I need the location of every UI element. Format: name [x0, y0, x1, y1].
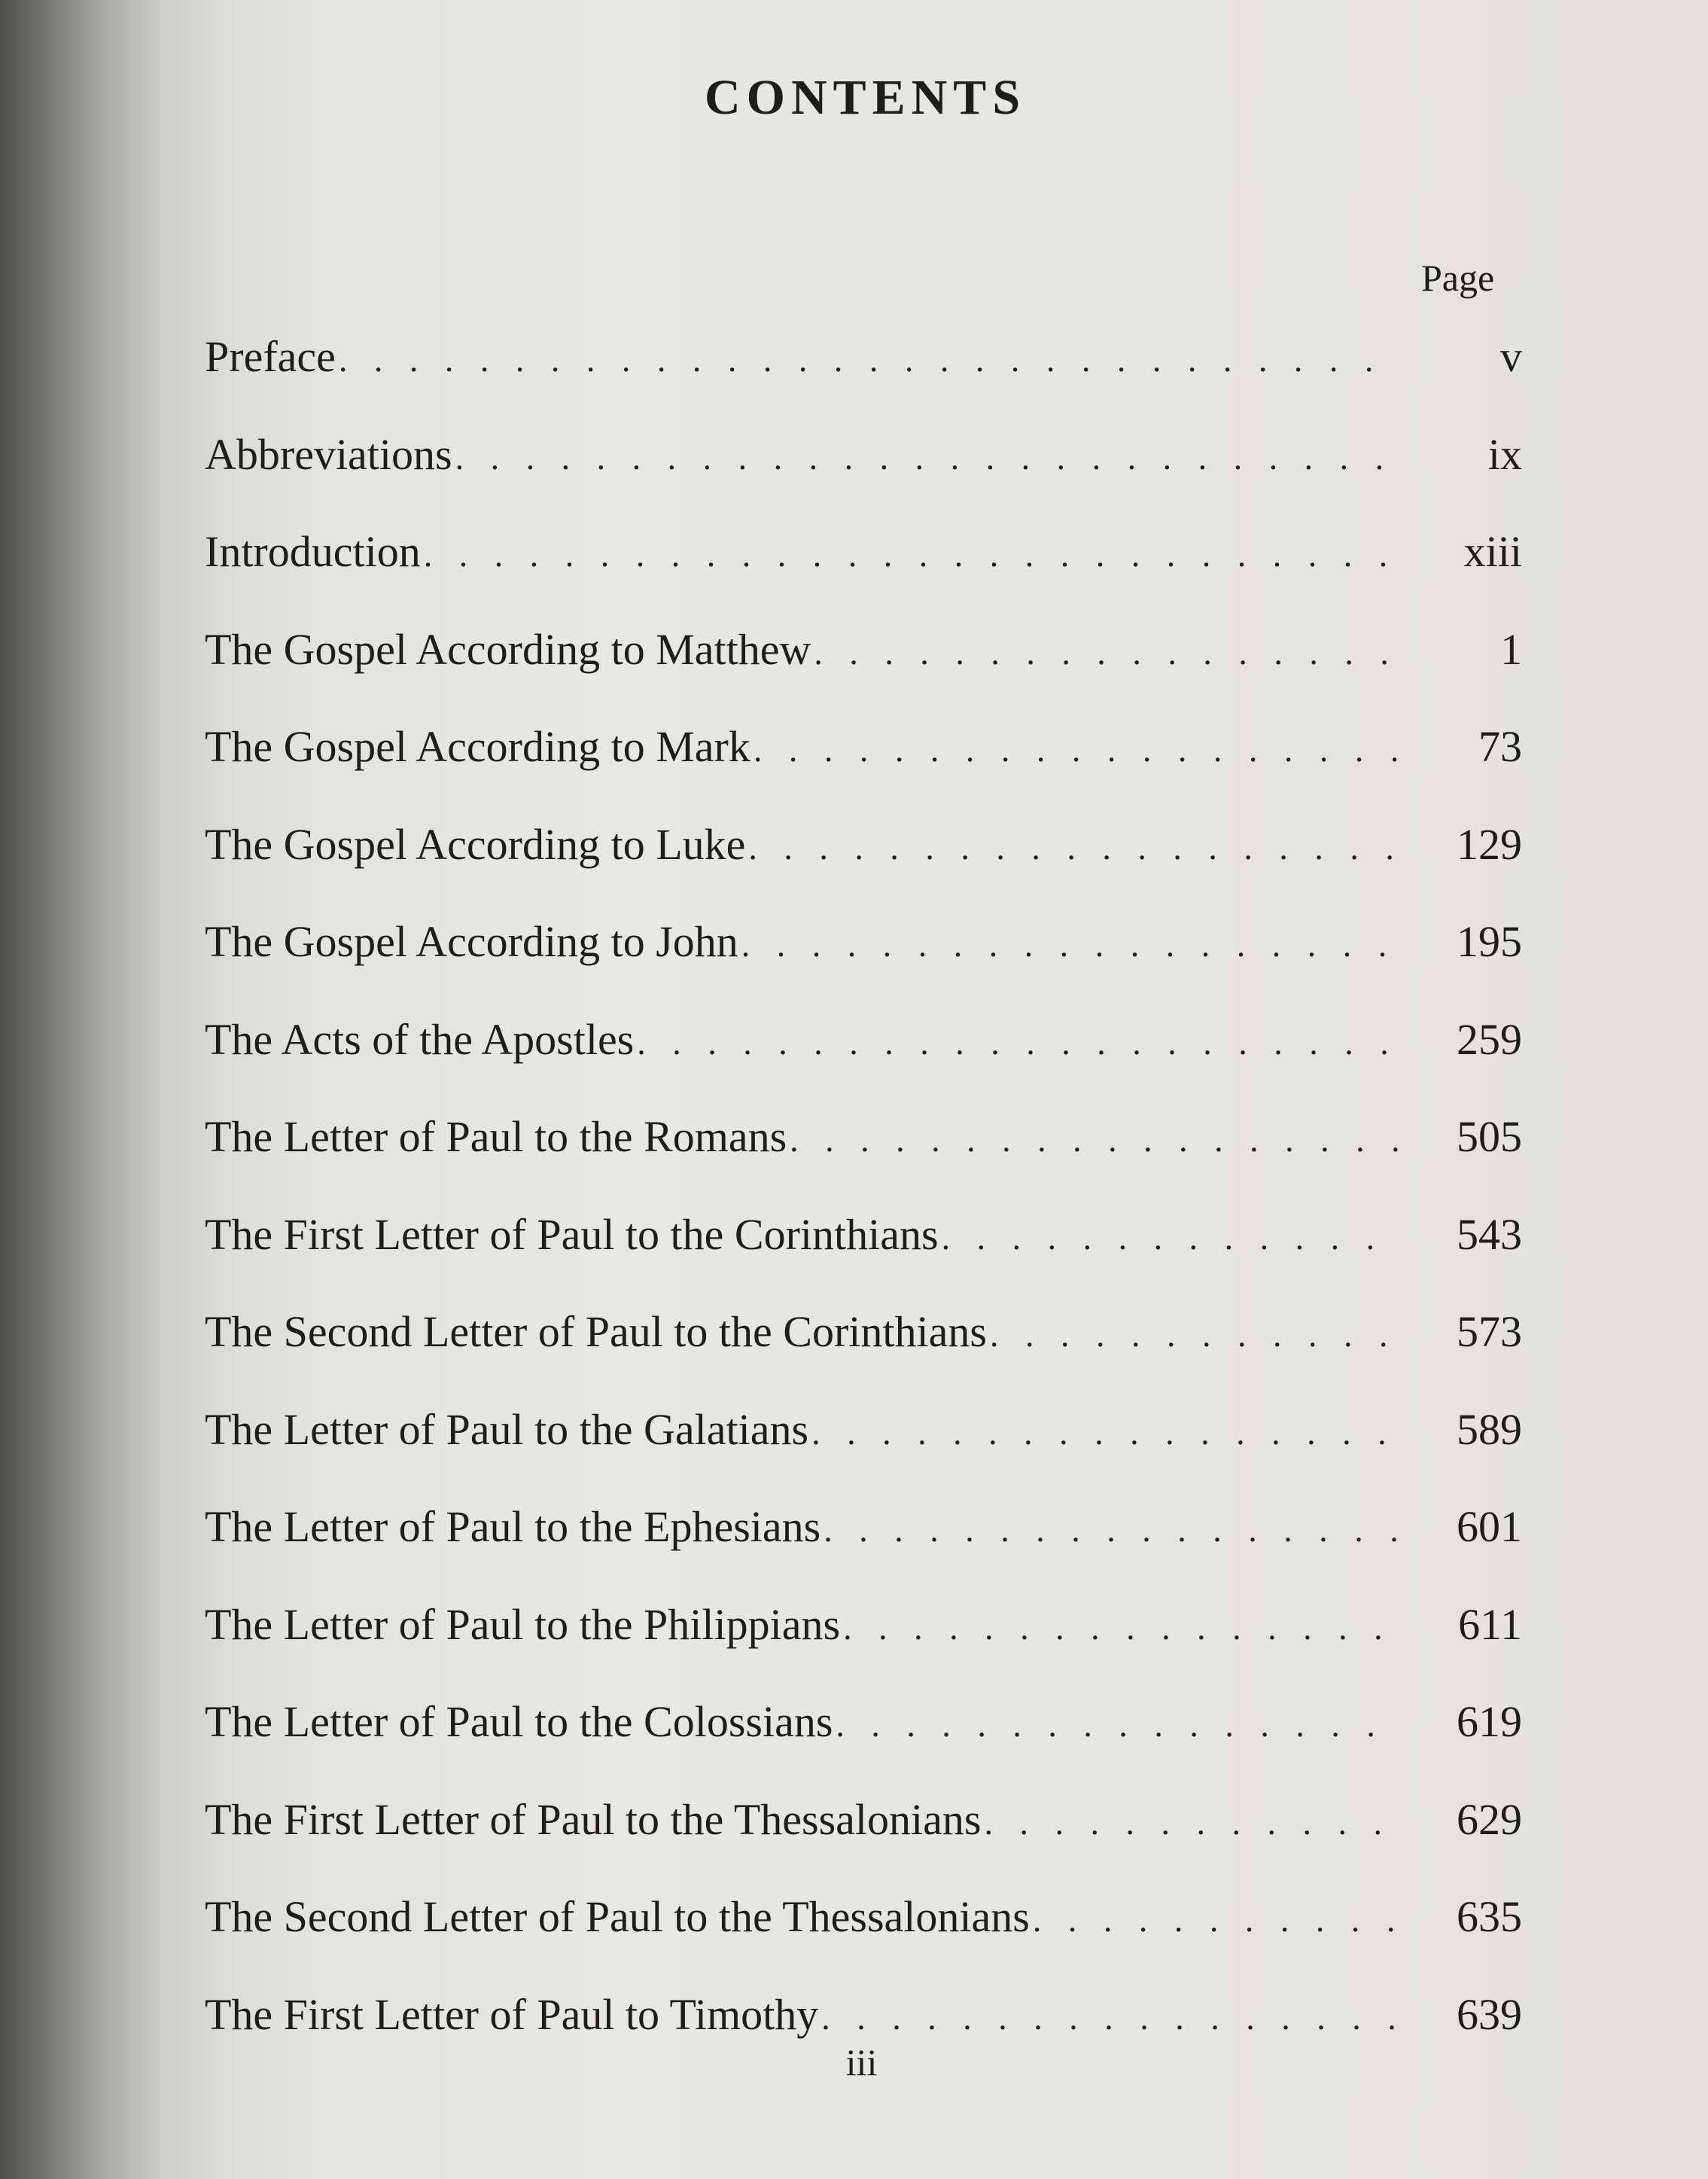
dot-leader — [990, 1315, 1399, 1355]
dot-leader — [424, 535, 1399, 574]
toc-entry-page: 589 — [1457, 1404, 1522, 1454]
toc-entry — [205, 1891, 1522, 1989]
dot-leader — [741, 925, 1399, 965]
toc-entry-title: Introduction — [205, 527, 421, 576]
toc-entry-title: The Second Letter of Paul to the Thessalonians — [205, 1892, 1030, 1941]
toc-entry-title: The First Letter of Paul to Timothy — [205, 1989, 819, 2039]
dot-leader — [811, 1413, 1399, 1452]
toc-entry-page: v — [1500, 332, 1522, 381]
dot-leader — [836, 1705, 1399, 1745]
toc-entry-title: The First Letter of Paul to the Corinthians — [205, 1209, 939, 1259]
toc-entry — [205, 1209, 1522, 1307]
toc-entry-page: xiii — [1463, 527, 1522, 576]
toc-entry-page: 619 — [1457, 1697, 1522, 1746]
toc-entry — [205, 624, 1522, 722]
toc-entry-title: The Letter of Paul to the Galatians — [205, 1404, 809, 1454]
toc-entry-title: The Gospel According to Mark — [205, 722, 750, 771]
dot-leader — [942, 1217, 1399, 1257]
toc-entry-page: 73 — [1478, 722, 1522, 771]
toc-entry-title: Abbreviations — [205, 429, 452, 479]
toc-entry-page: ix — [1487, 429, 1522, 479]
toc-entry-title: The Letter of Paul to the Romans — [205, 1112, 787, 1161]
toc-entry-page: 259 — [1457, 1014, 1522, 1064]
toc-entry — [205, 1794, 1522, 1892]
dot-leader — [748, 827, 1399, 867]
toc-entry-page: 543 — [1457, 1209, 1522, 1259]
toc-entry-page: 195 — [1457, 917, 1522, 966]
dot-leader — [843, 1608, 1399, 1647]
toc-entry — [205, 1599, 1522, 1697]
dot-leader — [754, 730, 1399, 770]
toc-entry — [205, 429, 1522, 527]
dot-leader — [790, 1120, 1399, 1160]
dot-leader — [455, 437, 1399, 477]
toc-entry-title: Preface — [205, 332, 336, 381]
toc-entry-title: The Gospel According to Luke — [205, 819, 746, 869]
toc-entry — [205, 1014, 1522, 1112]
dot-leader — [339, 340, 1399, 379]
toc-entry-page: 129 — [1457, 819, 1522, 869]
toc-entry-page: 505 — [1457, 1112, 1522, 1161]
toc-entry-title: The Gospel According to Matthew — [205, 624, 811, 674]
toc-entry-title: The Second Letter of Paul to the Corinthians — [205, 1307, 987, 1356]
toc-entry — [205, 1404, 1522, 1502]
dot-leader — [637, 1022, 1399, 1062]
toc-entry-page: 635 — [1457, 1892, 1522, 1941]
toc-entry-title: The Letter of Paul to the Colossians — [205, 1697, 833, 1746]
toc-entry — [205, 1501, 1522, 1599]
toc-entry-page: 1 — [1500, 624, 1522, 674]
toc-entry-page: 573 — [1457, 1307, 1522, 1356]
page-column-label: Page — [1421, 257, 1495, 299]
dot-leader — [824, 1510, 1399, 1550]
toc-entry-title: The First Letter of Paul to the Thessalonians — [205, 1794, 982, 1844]
page-title: CONTENTS — [704, 70, 1027, 125]
toc-entry — [205, 916, 1522, 1014]
toc-entry — [205, 819, 1522, 917]
toc-entry-page: 629 — [1457, 1794, 1522, 1844]
toc-entry — [205, 1111, 1522, 1209]
toc-entry-page: 611 — [1458, 1599, 1522, 1649]
toc-entry — [205, 1306, 1522, 1404]
dot-leader — [1033, 1900, 1399, 1940]
toc-entry — [205, 526, 1522, 624]
page-number: iii — [845, 2041, 878, 2083]
dot-leader — [814, 632, 1399, 672]
toc-entry-title: The Gospel According to John — [205, 917, 738, 966]
toc-entry-title: The Letter of Paul to the Philippians — [205, 1599, 841, 1649]
toc-entry — [205, 721, 1522, 819]
toc-entry — [205, 1696, 1522, 1794]
toc-entry — [205, 331, 1522, 429]
toc-entry-page: 639 — [1457, 1989, 1522, 2039]
toc-entry-title: The Acts of the Apostles — [205, 1014, 635, 1064]
toc-entry-title: The Letter of Paul to the Ephesians — [205, 1502, 821, 1551]
dot-leader — [984, 1803, 1399, 1842]
table-of-contents — [205, 331, 1522, 2086]
dot-leader — [821, 1998, 1399, 2037]
toc-entry-page: 601 — [1457, 1502, 1522, 1551]
